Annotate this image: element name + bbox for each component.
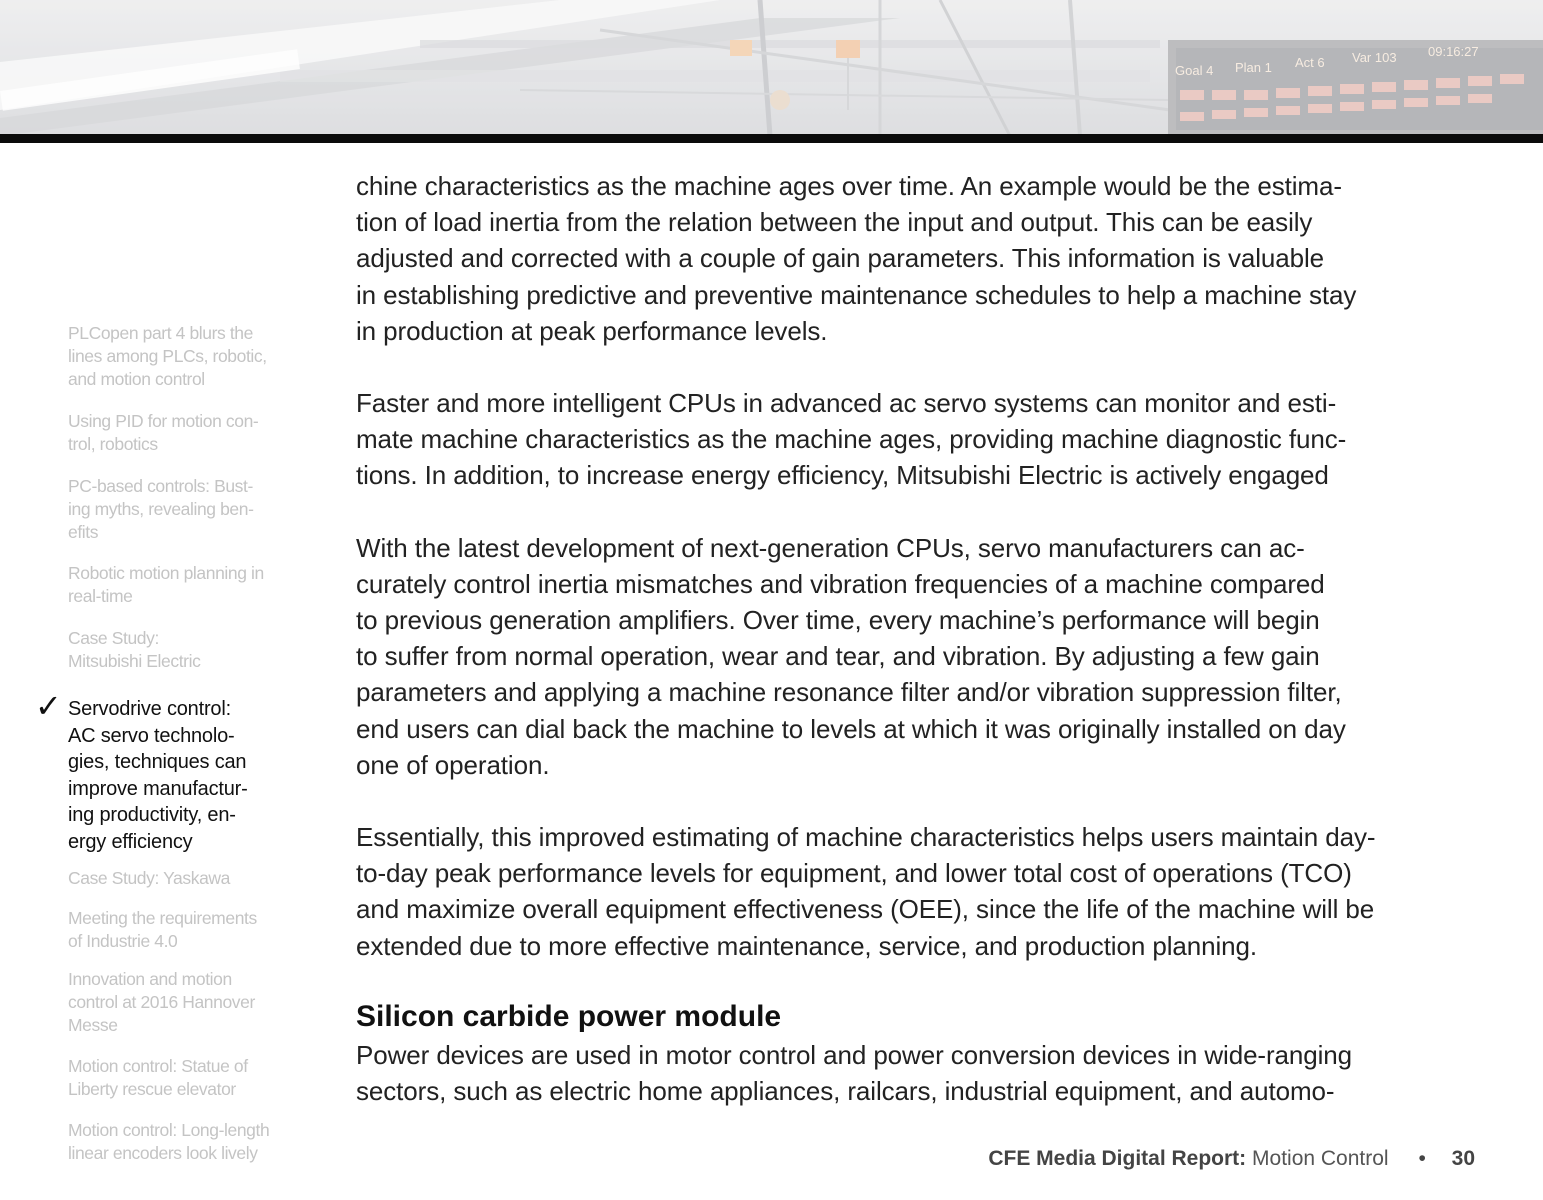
text-line: curately control inertia mismatches and vibration frequencies of a machine compared (356, 568, 1325, 599)
header-banner-image (0, 0, 1543, 136)
display-label: Act 6 (1295, 55, 1325, 70)
text-line: Power devices are used in motor control and power conversion devices in wide-ranging (356, 1040, 1353, 1070)
text-line: extended due to more effective maintenance, service, and production planning. (356, 930, 1257, 961)
text-line: and maximize overall equipment effectiveness (OEE), since the life of the machine will be (356, 894, 1375, 925)
toc-item-mitsubishi[interactable] (68, 627, 283, 673)
text-line: tion of load inertia from the relation between the input and output. This can be easily (356, 207, 1313, 238)
article-paragraph (356, 819, 1486, 964)
toc-item-label: Case Study: Mitsubishi Electric (68, 628, 201, 671)
toc-item-label: Case Study: Yaskawa (68, 868, 230, 888)
toc-item-hannover[interactable] (68, 968, 283, 1037)
article-paragraph (356, 168, 1486, 349)
toc-item-industrie[interactable] (68, 907, 283, 953)
section-name: Motion Control (1252, 1147, 1389, 1170)
section-paragraph (356, 1037, 1352, 1109)
toc-item-pid[interactable] (68, 410, 283, 456)
bullet-separator: • (1418, 1147, 1426, 1170)
text-line: one of operation. (356, 749, 550, 780)
article-paragraph (356, 530, 1486, 783)
display-label: Goal 4 (1175, 63, 1214, 78)
text-line: end users can dial back the machine to levels at which it was originally installed on day (356, 713, 1346, 744)
toc-item-statue-liberty[interactable] (68, 1055, 283, 1101)
text-line: tions. In addition, to increase energy efficiency, Mitsubishi Electric is actively engaged (356, 460, 1329, 491)
toc-item-label: Servodrive control: AC servo technolo- gies, techniques can improve manufactur- ing productivity, en- ergy efficiency (68, 698, 248, 853)
toc-item-label: Using PID for motion con- trol, robotics (68, 411, 259, 454)
publication-name: CFE Media Digital Report: (988, 1147, 1247, 1170)
toc-item-pc-based[interactable] (68, 475, 283, 544)
article-body (356, 168, 1486, 1000)
text-line: to-day peak performance levels for equipment, and lower total cost of operations (TCO) (356, 858, 1352, 889)
factory-photo (0, 0, 1543, 136)
display-label: Var 103 (1352, 50, 1397, 65)
text-line: to previous generation amplifiers. Over time, every machine’s performance will begin (356, 605, 1320, 636)
toc-item-yaskawa[interactable] (68, 867, 283, 890)
text-line: Essentially, this improved estimating of machine characteristics helps users maintain day- (356, 822, 1376, 853)
page-number: 30 (1451, 1147, 1475, 1170)
toc-item-label: Robotic motion planning in real-time (68, 563, 264, 606)
toc-item-label: Motion control: Statue of Liberty rescue elevator (68, 1056, 248, 1099)
header-divider (0, 134, 1543, 143)
text-line: chine characteristics as the machine ages over time. An example would be the estima- (356, 171, 1342, 201)
display-label: 09:16:27 (1428, 44, 1479, 59)
toc-item-plcopen[interactable] (68, 322, 283, 391)
article-paragraph (356, 385, 1486, 494)
text-line: in production at peak performance levels. (356, 315, 828, 346)
text-line: to suffer from normal operation, wear and tear, and vibration. By adjusting a few gain (356, 641, 1320, 672)
toc-item-label: Motion control: Long-length linear encoders look lively (68, 1120, 270, 1163)
checkmark-icon: ✓ (35, 687, 62, 725)
text-line: mate machine characteristics as the machine ages, providing machine diagnostic func- (356, 424, 1347, 455)
section-heading: Silicon carbide power module (356, 1000, 782, 1033)
page-footer (988, 1147, 1475, 1171)
text-line: parameters and applying a machine resonance filter and/or vibration suppression filter, (356, 677, 1342, 708)
text-line: adjusted and corrected with a couple of gain parameters. This information is valuable (356, 243, 1325, 274)
text-line: in establishing predictive and preventive maintenance schedules to help a machine stay (356, 279, 1357, 310)
toc-item-label: Innovation and motion control at 2016 Hannover Messe (68, 969, 255, 1035)
toc-item-servodrive[interactable] (35, 687, 283, 855)
text-line: Faster and more intelligent CPUs in advanced ac servo systems can monitor and esti- (356, 388, 1337, 419)
toc-item-label: PLCopen part 4 blurs the lines among PLCs, robotic, and motion control (68, 323, 267, 389)
text-line: sectors, such as electric home appliances, railcars, industrial equipment, and automo- (356, 1076, 1335, 1107)
text-line: With the latest development of next-generation CPUs, servo manufacturers can ac- (356, 532, 1305, 563)
toc-item-label: PC-based controls: Bust- ing myths, revealing ben- efits (68, 476, 254, 542)
toc-item-encoders[interactable] (68, 1119, 283, 1165)
display-label: Plan 1 (1235, 60, 1272, 75)
toc-item-robotic-planning[interactable] (68, 562, 283, 608)
toc-item-label: Meeting the requirements of Industrie 4.0 (68, 908, 257, 951)
